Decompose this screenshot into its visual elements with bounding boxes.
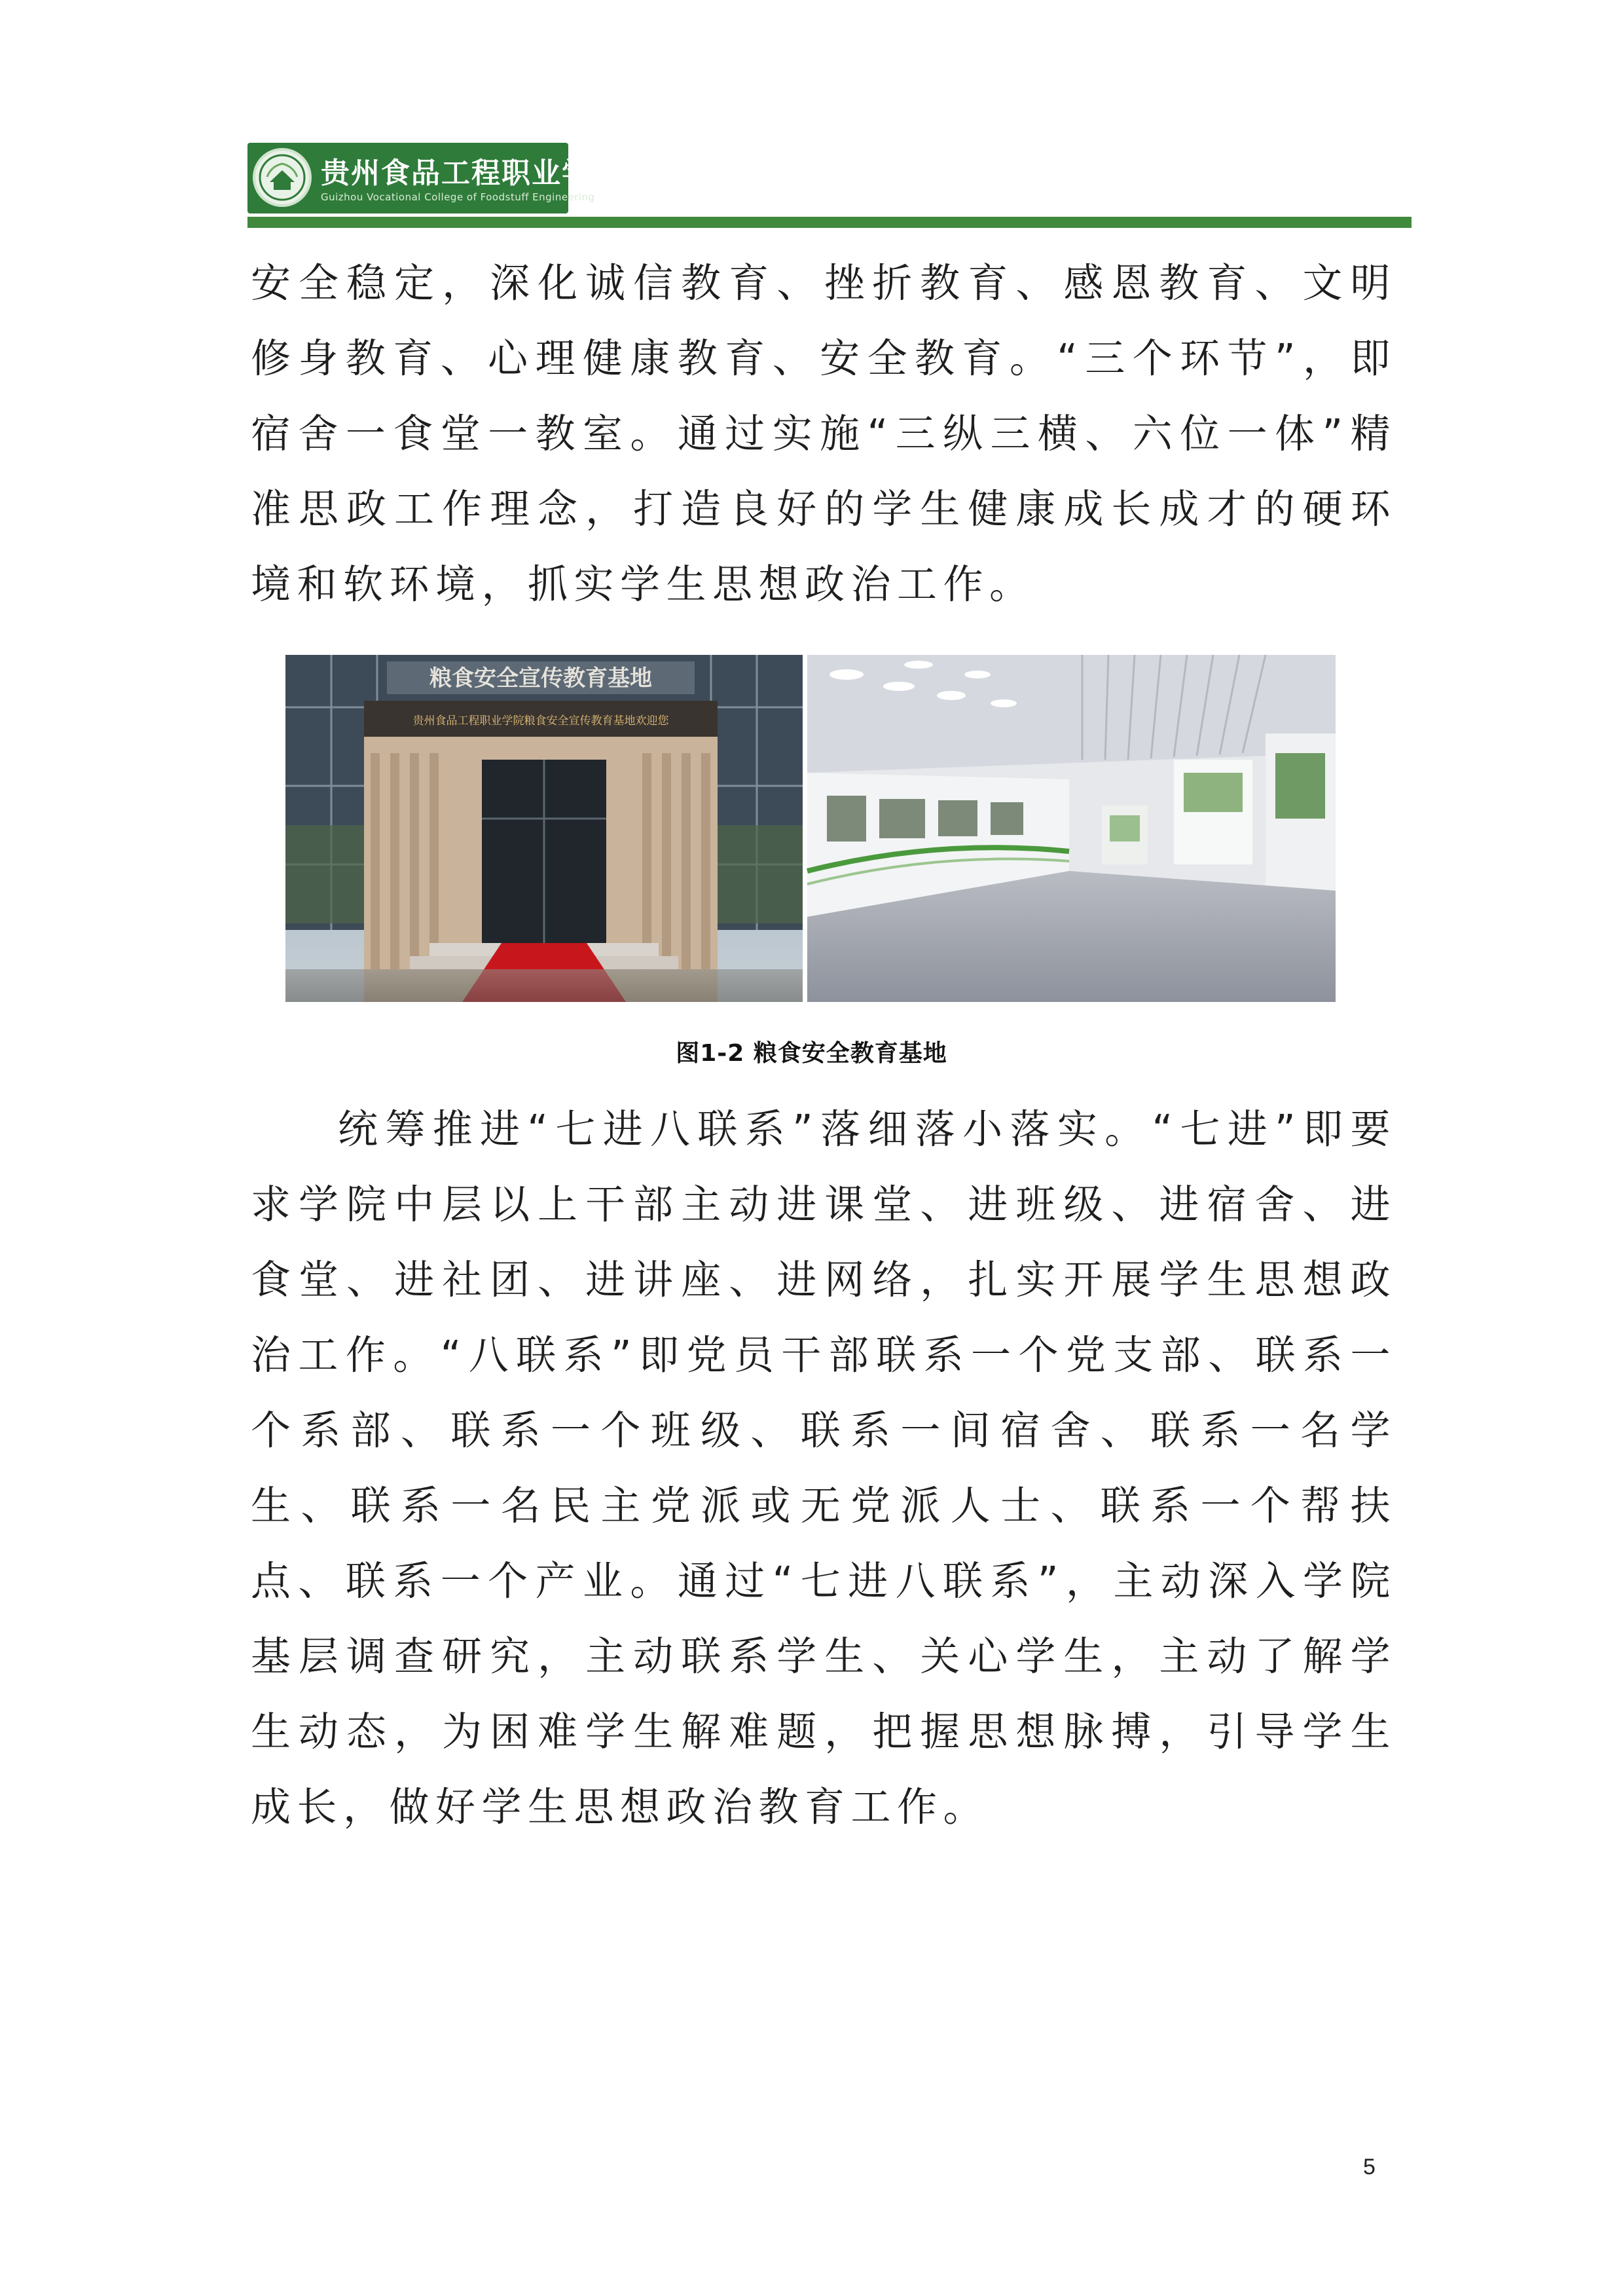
school-name-en: Guizhou Vocational College of Foodstuff Engineering <box>321 191 595 203</box>
photo-building-entrance <box>285 655 803 1002</box>
header-divider <box>247 217 1412 228</box>
school-emblem-icon <box>253 148 312 207</box>
roof-sign-text: 粮食安全宣传教育基地 <box>429 665 652 692</box>
photo-exhibition-hall <box>807 655 1336 1002</box>
door-banner-text: 贵州食品工程职业学院粮食安全宣传教育基地欢迎您 <box>412 714 669 728</box>
page-number: 5 <box>1363 2155 1376 2179</box>
figure-1-2 <box>285 655 1336 1002</box>
body-paragraph-1: 安全稳定，深化诚信教育、挫折教育、感恩教育、文明修身教育、心理健康教育、安全教育。“三个环节”，即宿舍一食堂一教室。通过实施“三纵三横、六位一体”精准思政工作理念，打造良好的学生健康成长成才的硬环境和软环境，抓实学生思想政治工作。 <box>251 260 1396 608</box>
school-name-cn: 贵州食品工程职业学院 <box>321 157 622 190</box>
body-paragraph-2: 统筹推进“七进八联系”落细落小落实。“七进”即要求学院中层以上干部主动进课堂、进班级、进宿舍、进食堂、进社团、进讲座、进网络，扎实开展学生思想政治工作。“八联系”即党员干部联系一个党支部、联系一个系部、联系一个班级、联系一间宿舍、联系一名学生、联系一名民主党派或无党派人士、联系一个帮扶点、联系一个产业。通过“七进八联系”，主动深入学院基层调查研究，主动联系学生、关心学生，主动了解学生动态，为困难学生解难题，把握思想脉搏，引导学生成长，做好学生思想政治教育工作。 <box>251 1106 1396 1830</box>
figure-caption: 图1-2 粮食安全教育基地 <box>676 1040 947 1067</box>
school-logo <box>247 143 622 213</box>
